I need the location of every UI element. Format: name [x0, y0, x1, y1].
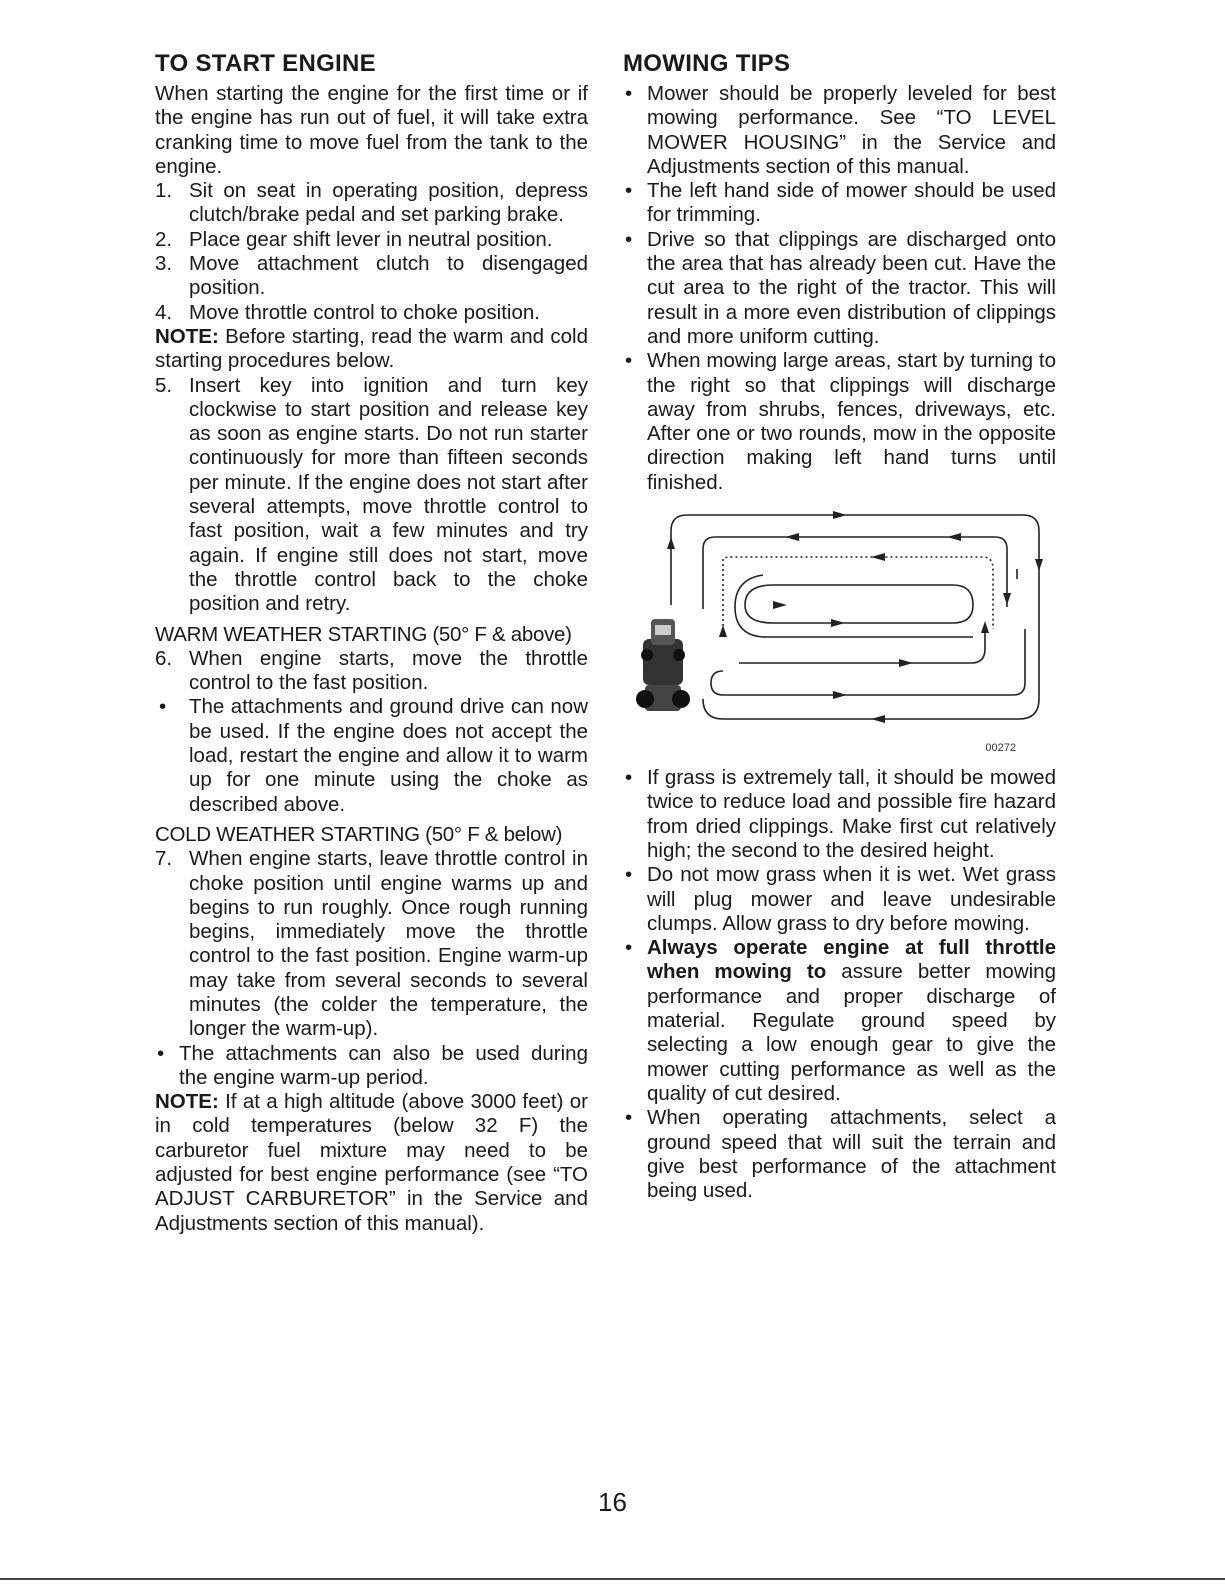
tip-large-areas: • When mowing large areas, start by turning to the right so that clippings will discharge away from shrubs, fences, driveways, etc. After one or two rounds, mow in the opposite direction making left hand turns until finished. — [625, 349, 1056, 494]
mowing-pattern-diagram — [623, 509, 1056, 754]
note-before-starting: NOTE: Before starting, read the warm and cold starting procedures below. — [155, 324, 588, 373]
step-4: 4. Move throttle control to choke position. — [155, 300, 540, 324]
warm-weather-heading: WARM WEATHER STARTING (50° F & above) — [155, 622, 572, 646]
note-altitude: NOTE: If at a high altitude (above 3000 feet) or in cold temperatures (below 32 F) the carburetor fuel mixture may need to be adjusted for best engine performance (see “TO ADJUST CARBURETOR” in the Service and Adjustments section of this manual). — [155, 1090, 588, 1235]
mowing-pattern-illustration — [623, 509, 1056, 754]
step-3: 3. Move attachment clutch to disengaged position. — [155, 252, 588, 300]
cold-weather-heading: COLD WEATHER STARTING (50° F & below) — [155, 822, 563, 846]
page-number: 16 — [598, 1487, 627, 1517]
tip-full-throttle: • Always operate engine at full throttle when mowing to assure better mowing performance and proper discharge of material. Regulate ground speed by selecting a low enough gear to give the mower cutting performance as well as the quality of cut desired. — [625, 936, 1056, 1105]
tip-wet-grass: • Do not mow grass when it is wet. Wet grass will plug mower and leave undesirable clumps. Allow grass to dry before mowing. — [625, 863, 1056, 935]
step-5: 5. Insert key into ignition and turn key clockwise to start position and release key as soon as engine starts. Do not run starter continuously for more than fifteen seconds per minute. If the engine does not start after several attempts, move throttle control to fast position, wait a few minutes and try again. If engine still does not start, move the throttle control back to the choke position and retry. — [155, 373, 588, 616]
step-2: 2. Place gear shift lever in neutral position. — [155, 227, 553, 251]
left-column — [155, 50, 588, 1236]
step-6: 6. When engine starts, move the throttle control to the fast position. — [155, 646, 588, 695]
right-column — [623, 50, 1056, 1203]
tip-trimming: • The left hand side of mower should be used for trimming. — [625, 179, 1056, 227]
step-1: 1. Sit on seat in operating position, depress clutch/brake pedal and set parking brake. — [155, 179, 588, 227]
heading-start-engine: TO START ENGINE — [155, 50, 376, 77]
step-7: 7. When engine starts, leave throttle control in choke position until engine warms up and begins to run roughly. Once rough running begins, immediately move the throttle control to the fast position. Engine warm-up may take from several seconds to several minutes (the colder the temperature, the longer the warm-up). — [155, 847, 588, 1041]
tip-discharge: • Drive so that clippings are discharged onto the area that has already been cut. Have the cut area to the right of the tractor. This will result in a more even distribution of clippings and more uniform cutting. — [625, 227, 1056, 348]
heading-mowing-tips: MOWING TIPS — [623, 50, 791, 77]
cold-bullet: • The attachments can also be used during the engine warm-up period. — [157, 1041, 588, 1089]
intro-paragraph: When starting the engine for the first time or if the engine has run out of fuel, it will take extra cranking time to move fuel from the tank to the engine. — [155, 82, 588, 178]
warm-bullet: • The attachments and ground drive can now be used. If the engine does not accept the load, restart the engine and allow it to warm up for one minute using the choke as described above. — [159, 695, 588, 816]
tip-attachments: • When operating attachments, select a ground speed that will suit the terrain and give best performance of the attachment being used. — [625, 1106, 1056, 1203]
tractor-icon — [636, 619, 690, 711]
tip-tall-grass: • If grass is extremely tall, it should be mowed twice to reduce load and possible fire hazard from dried clippings. Make first cut relatively high; the second to the desired height. — [625, 766, 1056, 862]
bottom-rule — [0, 1578, 1225, 1580]
tip-level-mower: • Mower should be properly leveled for best mowing performance. See “TO LEVEL MOWER HOUSING” in the Service and Adjustments section of this manual. — [625, 82, 1056, 178]
figure-code: 00272 — [985, 742, 1016, 755]
